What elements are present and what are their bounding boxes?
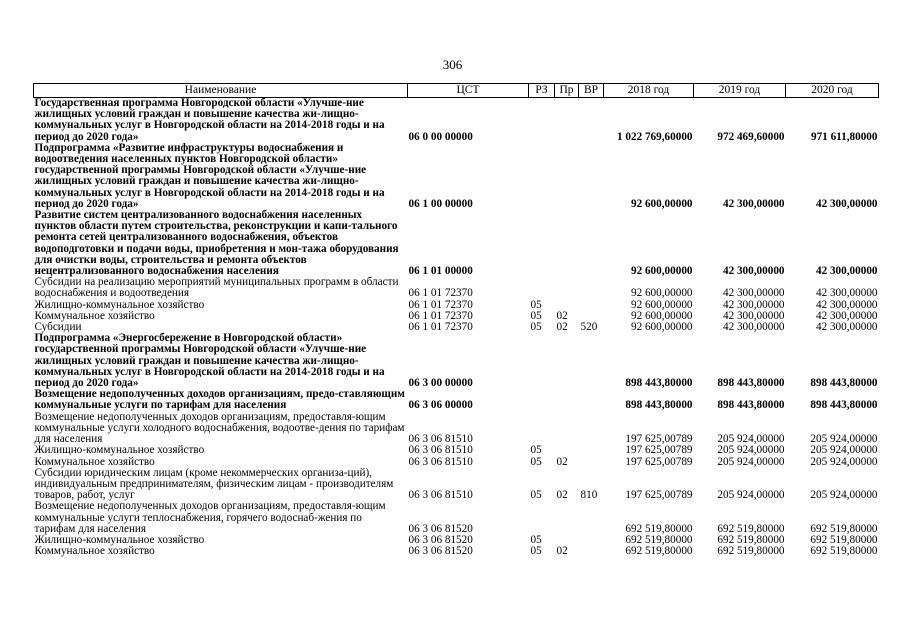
header-2019: 2019 год — [694, 84, 786, 98]
header-2020: 2020 год — [786, 84, 879, 98]
row-rz — [529, 210, 555, 277]
header-2018: 2018 год — [604, 84, 694, 98]
row-pr — [555, 501, 579, 535]
header-vr: ВР — [579, 84, 604, 98]
row-vr — [579, 501, 604, 535]
table-row — [34, 468, 879, 502]
row-2019: 692 519,80000 — [717, 545, 785, 558]
row-2019: 692 519,80000 — [717, 533, 785, 546]
row-vr — [579, 389, 604, 411]
row-pr: 02 — [556, 489, 568, 502]
row-2018: 197 625,00789 — [625, 444, 693, 457]
row-2019: 205 924,00000 — [717, 455, 785, 468]
row-cst: 06 0 00 00000 — [408, 130, 473, 143]
row-name: Возмещение недополученных доходов организациям, предоставля-ющим коммунальные услуги теплоснабжения, горячего водоснаб-жения по тарифам для населения — [34, 500, 386, 535]
row-2020: 42 300,00000 — [815, 197, 878, 210]
row-2018: 692 519,80000 — [625, 533, 693, 546]
row-2020: 205 924,00000 — [810, 433, 878, 446]
row-cst: 06 1 00 00000 — [408, 197, 473, 210]
row-vr — [579, 277, 604, 299]
row-2019: 692 519,80000 — [717, 522, 785, 535]
row-cst: 06 3 00 00000 — [408, 377, 473, 390]
row-vr — [579, 300, 604, 311]
row-2019: 205 924,00000 — [717, 444, 785, 457]
row-2020: 692 519,80000 — [810, 522, 878, 535]
row-name: Жилищно-коммунальное хозяйство — [34, 444, 205, 457]
row-2020: 42 300,00000 — [815, 265, 878, 278]
row-rz — [529, 389, 555, 411]
row-vr: 520 — [580, 321, 598, 334]
row-rz — [529, 412, 555, 446]
table-row — [34, 333, 879, 389]
row-2018: 92 600,00000 — [630, 265, 693, 278]
row-vr — [579, 546, 604, 557]
row-cst: 06 3 06 81510 — [408, 433, 473, 446]
row-cst: 06 1 01 72370 — [408, 298, 473, 311]
row-2020: 971 611,80000 — [810, 130, 878, 143]
row-rz: 05 — [530, 321, 542, 334]
row-vr — [579, 210, 604, 277]
row-2020: 205 924,00000 — [810, 455, 878, 468]
row-pr — [555, 389, 579, 411]
table-row — [34, 143, 879, 210]
row-pr — [555, 333, 579, 389]
row-rz: 05 — [530, 298, 542, 311]
row-rz: 05 — [530, 444, 542, 457]
row-vr — [579, 98, 604, 143]
row-pr — [555, 98, 579, 143]
row-2018: 92 600,00000 — [630, 197, 693, 210]
row-2020: 42 300,00000 — [815, 321, 878, 334]
row-2018: 692 519,80000 — [625, 545, 693, 558]
row-cst: 06 3 06 81520 — [408, 545, 473, 558]
row-2018: 92 600,00000 — [630, 321, 693, 334]
row-2020: 205 924,00000 — [810, 489, 878, 502]
row-pr: 02 — [556, 545, 568, 558]
table-row — [34, 98, 879, 143]
row-2018: 898 443,80000 — [625, 399, 693, 412]
row-rz: 05 — [530, 545, 542, 558]
table-row — [34, 501, 879, 535]
row-2020: 42 300,00000 — [815, 309, 878, 322]
header-rz: РЗ — [529, 84, 555, 98]
row-2019: 42 300,00000 — [722, 287, 785, 300]
row-2020: 42 300,00000 — [815, 298, 878, 311]
row-cst: 06 1 01 00000 — [408, 265, 473, 278]
row-vr — [579, 333, 604, 389]
row-vr: 810 — [580, 489, 598, 502]
row-2019: 205 924,00000 — [717, 433, 785, 446]
row-vr — [579, 143, 604, 210]
row-2018: 692 519,80000 — [625, 522, 693, 535]
row-vr — [579, 445, 604, 456]
row-pr: 02 — [556, 321, 568, 334]
table-row — [34, 277, 879, 299]
table-row — [34, 412, 879, 446]
row-name: Коммунальное хозяйство — [34, 455, 155, 468]
row-rz: 05 — [530, 455, 542, 468]
row-pr: 02 — [556, 455, 568, 468]
row-vr — [579, 457, 604, 468]
row-cst: 06 3 06 81520 — [408, 522, 473, 535]
row-2018: 197 625,00789 — [625, 433, 693, 446]
row-2018: 92 600,00000 — [630, 298, 693, 311]
row-name: Субсидии на реализацию мероприятий муниципальных программ в области водоснабжения и водоотведения — [34, 276, 399, 300]
row-name: Жилищно-коммунальное хозяйство — [34, 298, 205, 311]
row-vr — [579, 412, 604, 446]
row-2018: 197 625,00789 — [625, 455, 693, 468]
row-pr — [555, 143, 579, 210]
row-rz — [529, 98, 555, 143]
row-2019: 42 300,00000 — [722, 265, 785, 278]
row-name: Развитие систем централизованного водоснабжения населенных пунктов области путем строительства, реконструкции и капи-тального ремонта сетей централизованного водоснабжения, объектов водоподготовки и подачи воды, приобретения и мон-тажа оборудования для очистки воды, строительства и ремонта объектов нецентрализованного водоснабжения населения — [34, 209, 399, 278]
row-rz: 05 — [530, 533, 542, 546]
row-2020: 692 519,80000 — [810, 533, 878, 546]
row-name: Возмещение недополученных доходов организациям, предо-ставляющим коммунальные услуги по тарифам для населения — [34, 388, 405, 412]
row-rz: 05 — [530, 309, 542, 322]
header-pr: Пр — [555, 84, 579, 98]
table-row — [34, 546, 879, 557]
table-row — [34, 389, 879, 411]
row-2019: 42 300,00000 — [722, 197, 785, 210]
row-2020: 898 443,80000 — [810, 399, 878, 412]
row-2019: 972 469,60000 — [717, 130, 785, 143]
row-pr — [555, 412, 579, 446]
row-name: Жилищно-коммунальное хозяйство — [34, 533, 205, 546]
row-name: Подпрограмма «Энергосбережение в Новгородской области» государственной программы Новгородской области «Улучше-ние жилищных условий граждан и повышение качества жи-лищно-коммунальных услуг в Новгородской области на 2014-2018 годы и на период до 2020 года» — [34, 332, 385, 390]
row-pr — [555, 277, 579, 299]
page-number: 306 — [442, 57, 463, 72]
row-name: Коммунальное хозяйство — [34, 545, 155, 558]
row-pr — [555, 445, 579, 456]
table-row — [34, 210, 879, 277]
row-cst: 06 3 06 81510 — [408, 455, 473, 468]
row-cst: 06 3 06 81510 — [408, 489, 473, 502]
budget-table — [33, 83, 879, 557]
row-rz — [529, 277, 555, 299]
row-pr: 02 — [556, 309, 568, 322]
row-rz: 05 — [530, 489, 542, 502]
row-2020: 42 300,00000 — [815, 287, 878, 300]
row-2018: 898 443,80000 — [625, 377, 693, 390]
row-vr — [579, 535, 604, 546]
row-cst: 06 3 06 81520 — [408, 533, 473, 546]
row-2019: 898 443,80000 — [717, 399, 785, 412]
row-2018: 197 625,00789 — [625, 489, 693, 502]
row-cst: 06 1 01 72370 — [408, 309, 473, 322]
row-cst: 06 1 01 72370 — [408, 287, 473, 300]
row-cst: 06 3 06 00000 — [408, 399, 473, 412]
table-row — [34, 445, 879, 456]
row-name: Государственная программа Новгородской области «Улучше-ние жилищных условий граждан и повышение качества жи-лищно-коммунальных услуг в Новгородской области на 2014-2018 годы и на период до 2020 года» — [34, 97, 385, 143]
row-name: Подпрограмма «Развитие инфраструктуры водоснабжения и водоотведения населенных пунктов Новгородской области» государственной программы Новгородской области «Улучше-ние жилищных условий граждан и повышение качества жи-лищно-коммунальных услуг в Новгородской области на 2014-2018 годы и на период до 2020 года» — [34, 141, 385, 210]
row-2018: 92 600,00000 — [630, 287, 693, 300]
row-name: Субсидии — [34, 321, 82, 334]
row-rz — [529, 143, 555, 210]
row-2019: 42 300,00000 — [722, 309, 785, 322]
row-name: Коммунальное хозяйство — [34, 309, 155, 322]
row-name: Возмещение недополученных доходов организациям, предоставля-ющим коммунальные услуги холодного водоснабжения, водоотве-дения по тарифам для населения — [34, 410, 405, 446]
row-2018: 92 600,00000 — [630, 309, 693, 322]
row-rz — [529, 333, 555, 389]
row-2019: 898 443,80000 — [717, 377, 785, 390]
row-2020: 205 924,00000 — [810, 444, 878, 457]
row-cst: 06 1 01 72370 — [408, 321, 473, 334]
row-2018: 1 022 769,60000 — [616, 130, 693, 143]
row-2020: 692 519,80000 — [810, 545, 878, 558]
row-2019: 205 924,00000 — [717, 489, 785, 502]
table-header-row — [34, 84, 879, 98]
header-name: Наименование — [34, 84, 408, 98]
header-cst: ЦСТ — [408, 84, 529, 98]
row-2019: 42 300,00000 — [722, 298, 785, 311]
row-cst: 06 3 06 81510 — [408, 444, 473, 457]
row-2019: 42 300,00000 — [722, 321, 785, 334]
row-name: Субсидии юридическим лицам (кроме некоммерческих организа-ций), индивидуальным предпринимателям, физическим лицам - производителям товаров, работ, услуг — [34, 466, 394, 502]
row-pr — [555, 210, 579, 277]
row-2020: 898 443,80000 — [810, 377, 878, 390]
row-rz — [529, 501, 555, 535]
